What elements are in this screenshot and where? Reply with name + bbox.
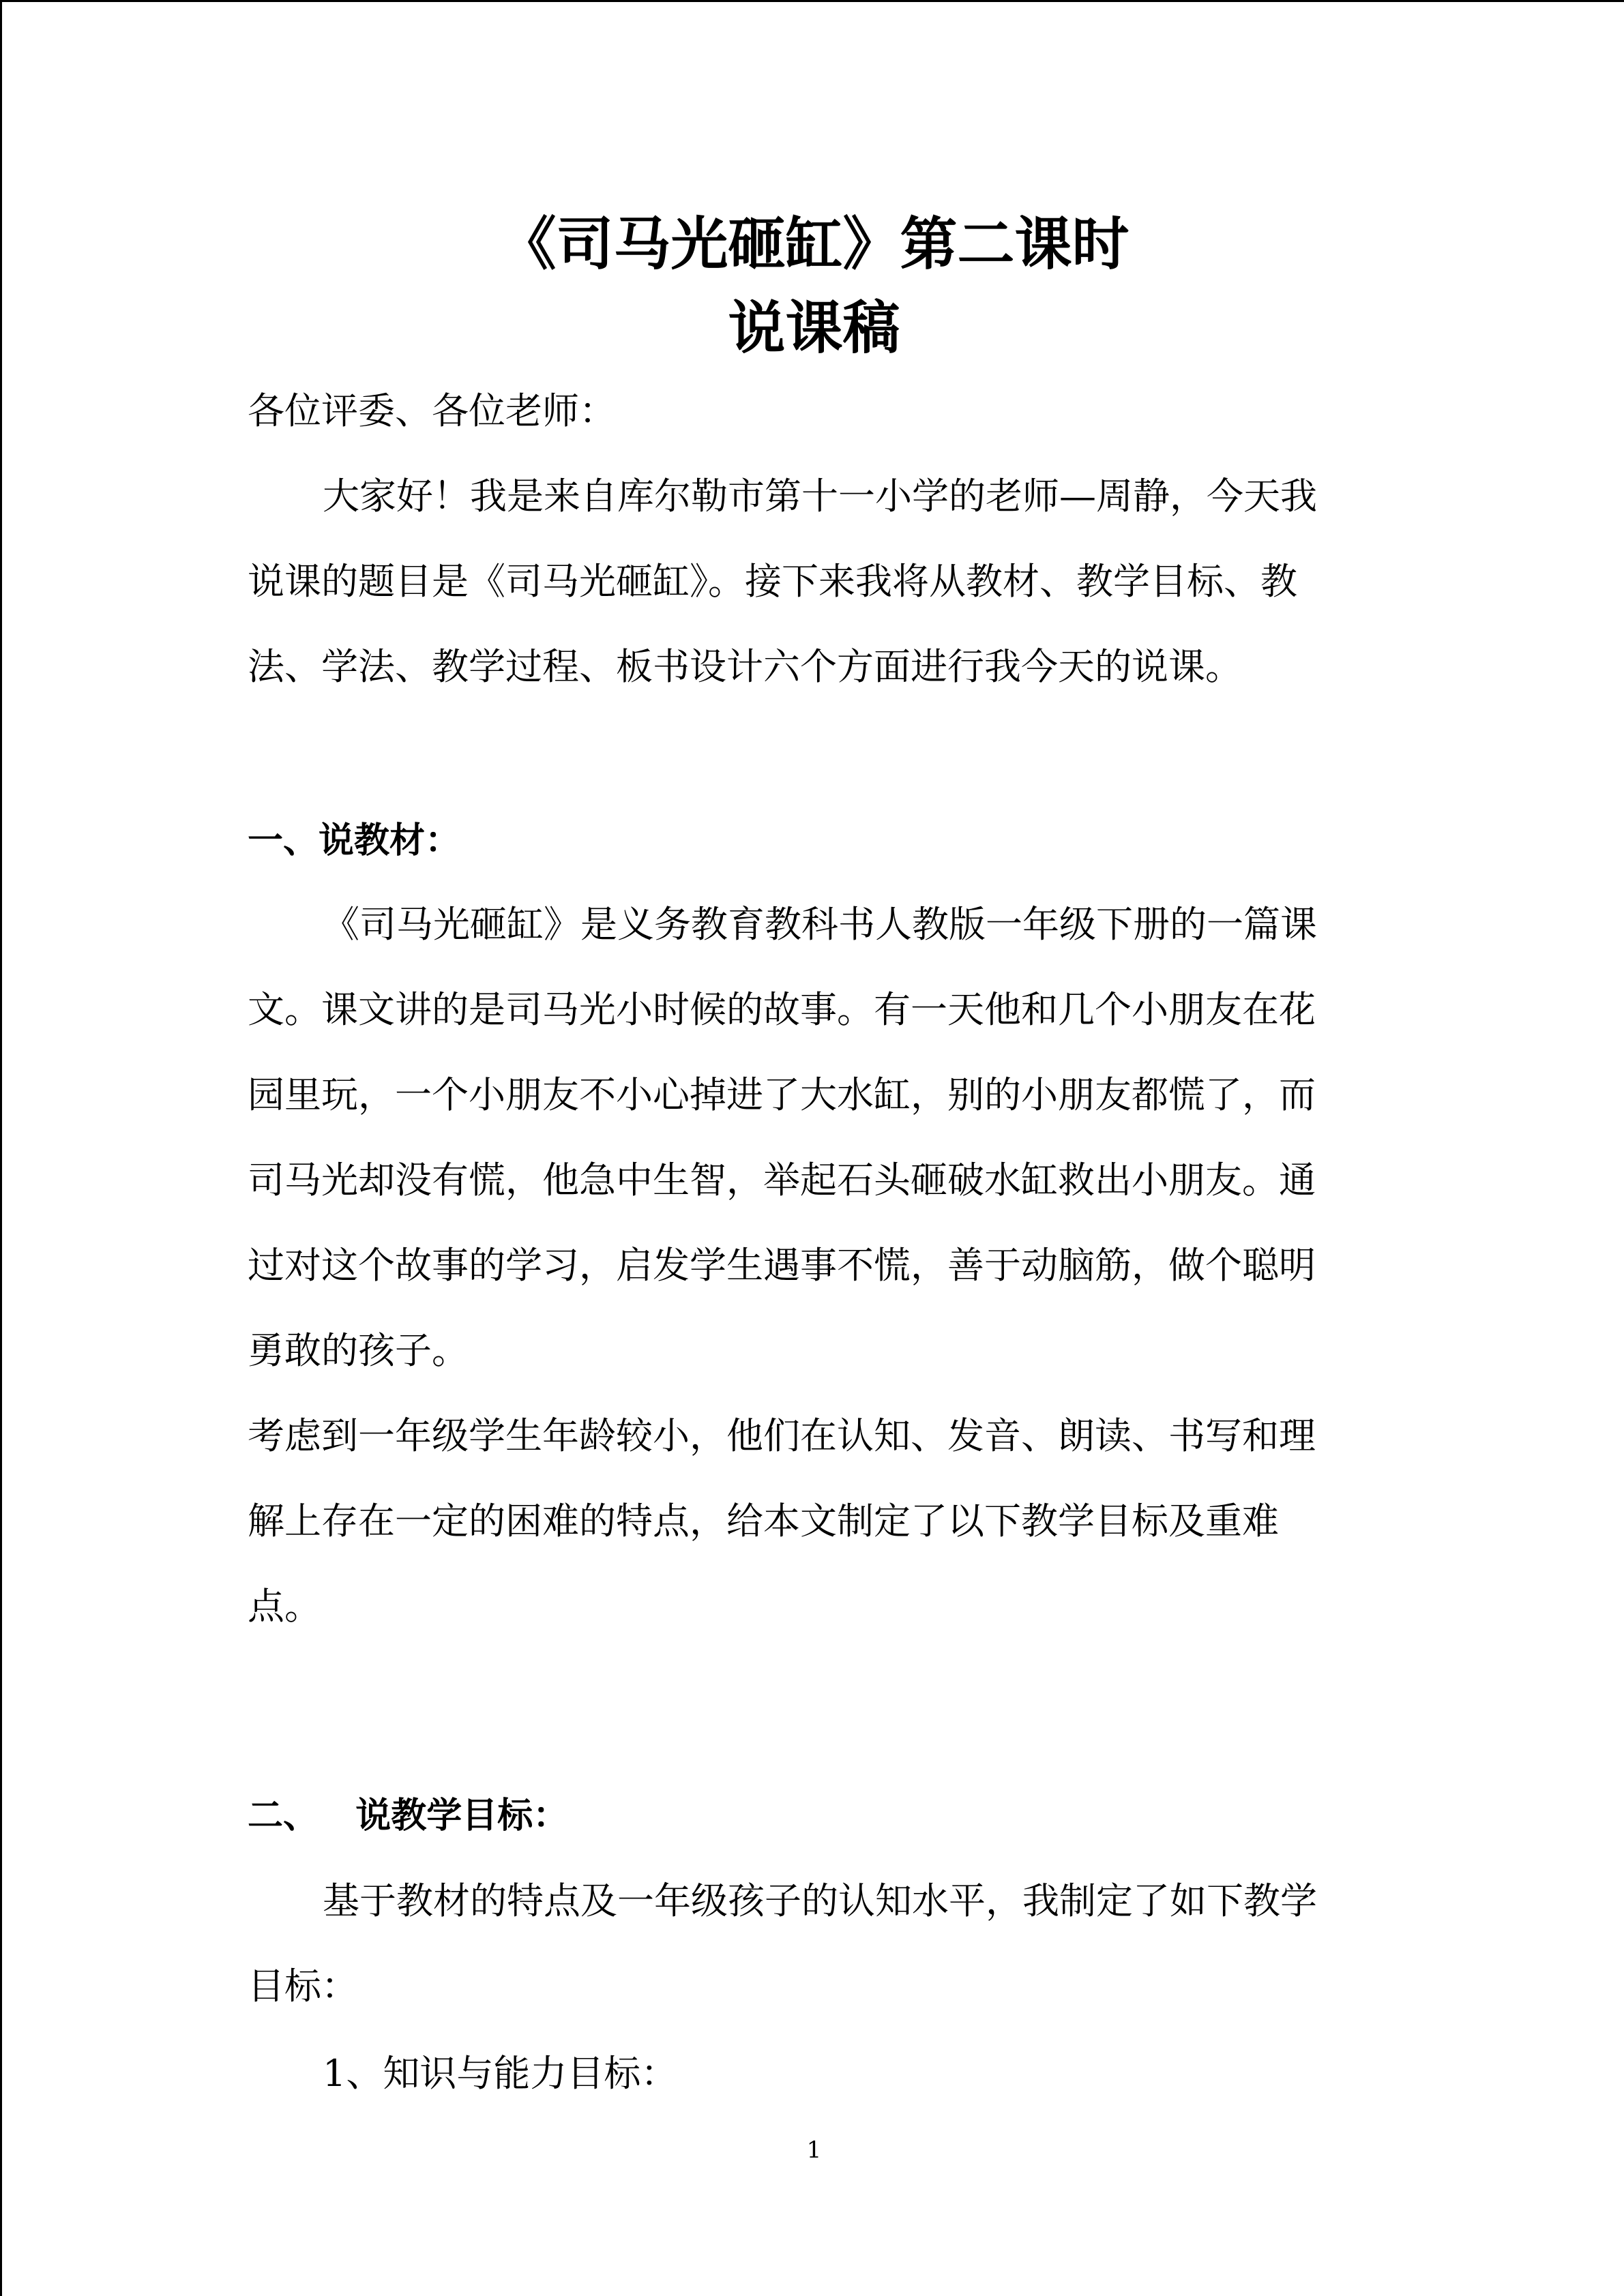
intro-line-1: 大家好！我是来自库尔勒市第十一小学的老师—周静，今天我 xyxy=(323,475,1317,518)
section-1-paragraph-2-line-2: 解上存在一定的困难的特点，给本文制定了以下教学目标及重难 xyxy=(248,1500,1279,1542)
document-title-line-2: 说课稿 xyxy=(728,295,900,361)
section-1-paragraph-2-line-3: 点。 xyxy=(248,1585,321,1628)
section-1-paragraph-1-line-3: 园里玩，一个小朋友不小心掉进了大水缸，别的小朋友都慌了，而 xyxy=(248,1073,1316,1116)
section-2-paragraph-1-line-2: 目标： xyxy=(248,1965,358,2008)
section-1-heading: 一、说教材： xyxy=(248,820,461,861)
document-title-line-1: 《司马光砸缸》第二课时 xyxy=(499,211,1130,278)
section-1-paragraph-1-line-5: 过对这个故事的学习，启发学生遇事不慌，善于动脑筋，做个聪明 xyxy=(248,1244,1316,1287)
salutation: 各位评委、各位老师： xyxy=(248,389,616,432)
page-number: 1 xyxy=(806,2136,822,2164)
section-1-paragraph-1-line-6: 勇敢的孩子。 xyxy=(248,1329,469,1372)
section-2-heading: 二、 说教学目标： xyxy=(248,1795,569,1836)
section-1-paragraph-1-line-1: 《司马光砸缸》是义务教育教科书人教版一年级下册的一篇课 xyxy=(323,903,1317,946)
section-1-paragraph-1-line-2: 文。课文讲的是司马光小时候的故事。有一天他和几个小朋友在花 xyxy=(248,988,1316,1031)
intro-line-3: 法、学法、教学过程、板书设计六个方面进行我今天的说课。 xyxy=(248,645,1242,688)
section-2-paragraph-1-line-1: 基于教材的特点及一年级孩子的认知水平，我制定了如下教学 xyxy=(323,1879,1317,1922)
section-2-item-1: 1、知识与能力目标： xyxy=(323,2052,678,2095)
section-1-paragraph-1-line-4: 司马光却没有慌，他急中生智，举起石头砸破水缸救出小朋友。通 xyxy=(248,1159,1316,1202)
section-1-paragraph-2-line-1: 考虑到一年级学生年龄较小，他们在认知、发音、朗读、书写和理 xyxy=(248,1414,1316,1457)
intro-line-2: 说课的题目是《司马光砸缸》。接下来我将从教材、教学目标、教 xyxy=(248,560,1297,603)
